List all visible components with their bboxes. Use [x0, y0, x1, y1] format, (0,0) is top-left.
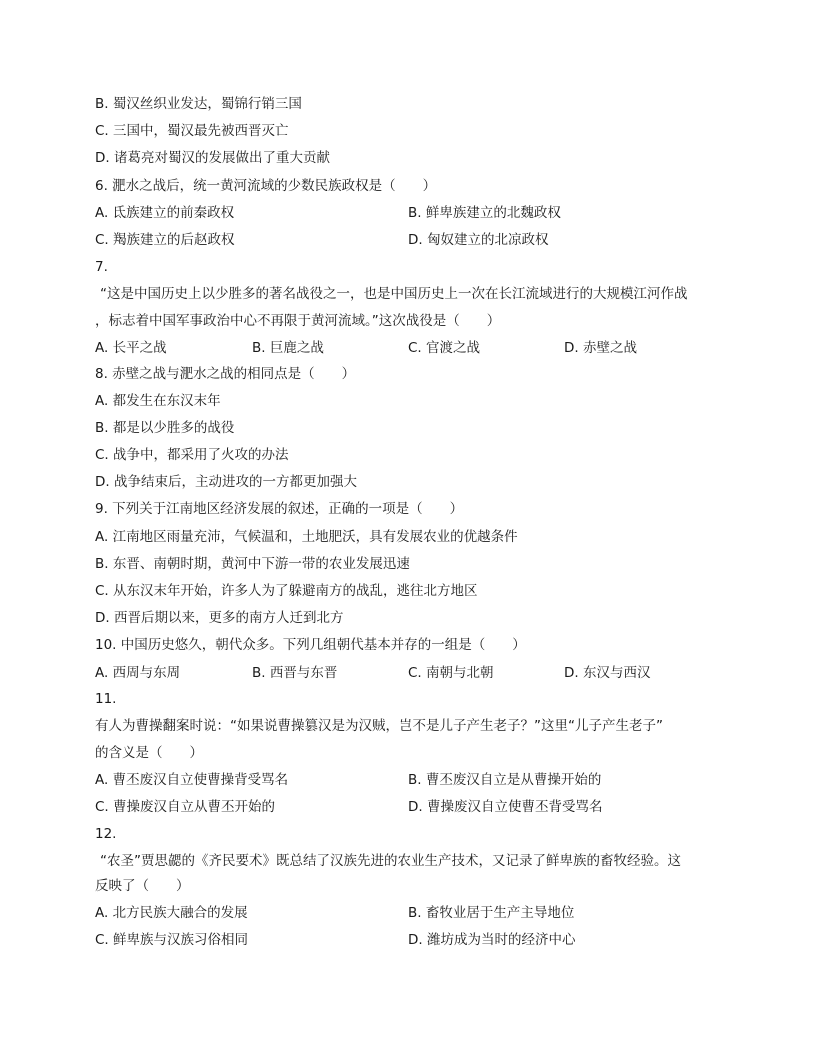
q5-option-c: C. 三国中，蜀汉最先被西晋灭亡 [95, 123, 289, 139]
q9-option-d: D. 西晋后期以来，更多的南方人迁到北方 [95, 610, 344, 626]
q8-option-d: D. 战争结束后，主动进攻的一方都更加强大 [95, 474, 357, 490]
q10-option-a: A. 西周与东周 [95, 665, 181, 681]
q8-option-c: C. 战争中，都采用了火攻的办法 [95, 447, 289, 463]
q9-option-a: A. 江南地区雨量充沛，气候温和，土地肥沃，具有发展农业的优越条件 [95, 529, 518, 545]
q8-option-b: B. 都是以少胜多的战役 [95, 420, 235, 436]
q10-stem: 10. 中国历史悠久，朝代众多。下列几组朝代基本并存的一组是（ ） [95, 637, 526, 653]
q5-option-d: D. 诸葛亮对蜀汉的发展做出了重大贡献 [95, 150, 330, 166]
q12-option-b: B. 畜牧业居于生产主导地位 [408, 905, 575, 921]
q5-option-b: B. 蜀汉丝织业发达，蜀锦行销三国 [95, 96, 302, 112]
q11-stem-line2: 的含义是（ ） [95, 745, 203, 761]
q7-option-d: D. 赤壁之战 [564, 340, 637, 356]
q6-option-c: C. 羯族建立的后赵政权 [95, 232, 235, 248]
q9-stem: 9. 下列关于江南地区经济发展的叙述，正确的一项是（ ） [95, 501, 464, 517]
q12-stem-line2: 反映了（ ） [95, 878, 190, 894]
q11-stem-line1: 有人为曹操翻案时说：“如果说曹操篡汉是为汉贼，岂不是儿子产生老子？”这里“儿子产生老子” [95, 718, 663, 734]
q12-option-d: D. 潍坊成为当时的经济中心 [408, 932, 576, 948]
q11-option-c: C. 曹操废汉自立从曹丕开始的 [95, 799, 276, 815]
q7-number: 7. [95, 259, 108, 275]
q11-option-b: B. 曹丕废汉自立是从曹操开始的 [408, 772, 602, 788]
q9-option-b: B. 东晋、南朝时期，黄河中下游一带的农业发展迅速 [95, 556, 410, 572]
q8-option-a: A. 都发生在东汉末年 [95, 393, 221, 409]
q7-option-b: B. 巨鹿之战 [252, 340, 324, 356]
q11-number: 11. [95, 691, 117, 707]
q11-option-a: A. 曹丕废汉自立使曹操背受骂名 [95, 772, 289, 788]
q7-stem-line2: ，标志着中国军事政治中心不再限于黄河流域。”这次战役是（ ） [95, 313, 501, 329]
q8-stem: 8. 赤壁之战与淝水之战的相同点是（ ） [95, 366, 356, 382]
q10-option-d: D. 东汉与西汉 [564, 665, 651, 681]
q10-option-c: C. 南朝与北朝 [408, 665, 494, 681]
q12-option-c: C. 鲜卑族与汉族习俗相同 [95, 932, 249, 948]
q6-option-b: B. 鲜卑族建立的北魏政权 [408, 205, 561, 221]
q10-option-b: B. 西晋与东晋 [252, 665, 338, 681]
q12-stem-line1: “农圣”贾思勰的《齐民要术》既总结了汉族先进的农业生产技术，又记录了鲜卑族的畜牧经验。这 [100, 853, 681, 869]
q6-stem: 6. 淝水之战后，统一黄河流域的少数民族政权是（ ） [95, 178, 437, 194]
q7-option-a: A. 长平之战 [95, 340, 167, 356]
q7-option-c: C. 官渡之战 [408, 340, 481, 356]
q6-option-d: D. 匈奴建立的北凉政权 [408, 232, 549, 248]
q6-option-a: A. 氐族建立的前秦政权 [95, 205, 235, 221]
q12-number: 12. [95, 826, 117, 842]
q12-option-a: A. 北方民族大融合的发展 [95, 905, 248, 921]
q7-stem-line1: “这是中国历史上以少胜多的著名战役之一，也是中国历史上一次在长江流域进行的大规模江河作战 [100, 286, 688, 302]
q9-option-c: C. 从东汉末年开始，许多人为了躲避南方的战乱，逃往北方地区 [95, 583, 478, 599]
q11-option-d: D. 曹操废汉自立使曹丕背受骂名 [408, 799, 603, 815]
